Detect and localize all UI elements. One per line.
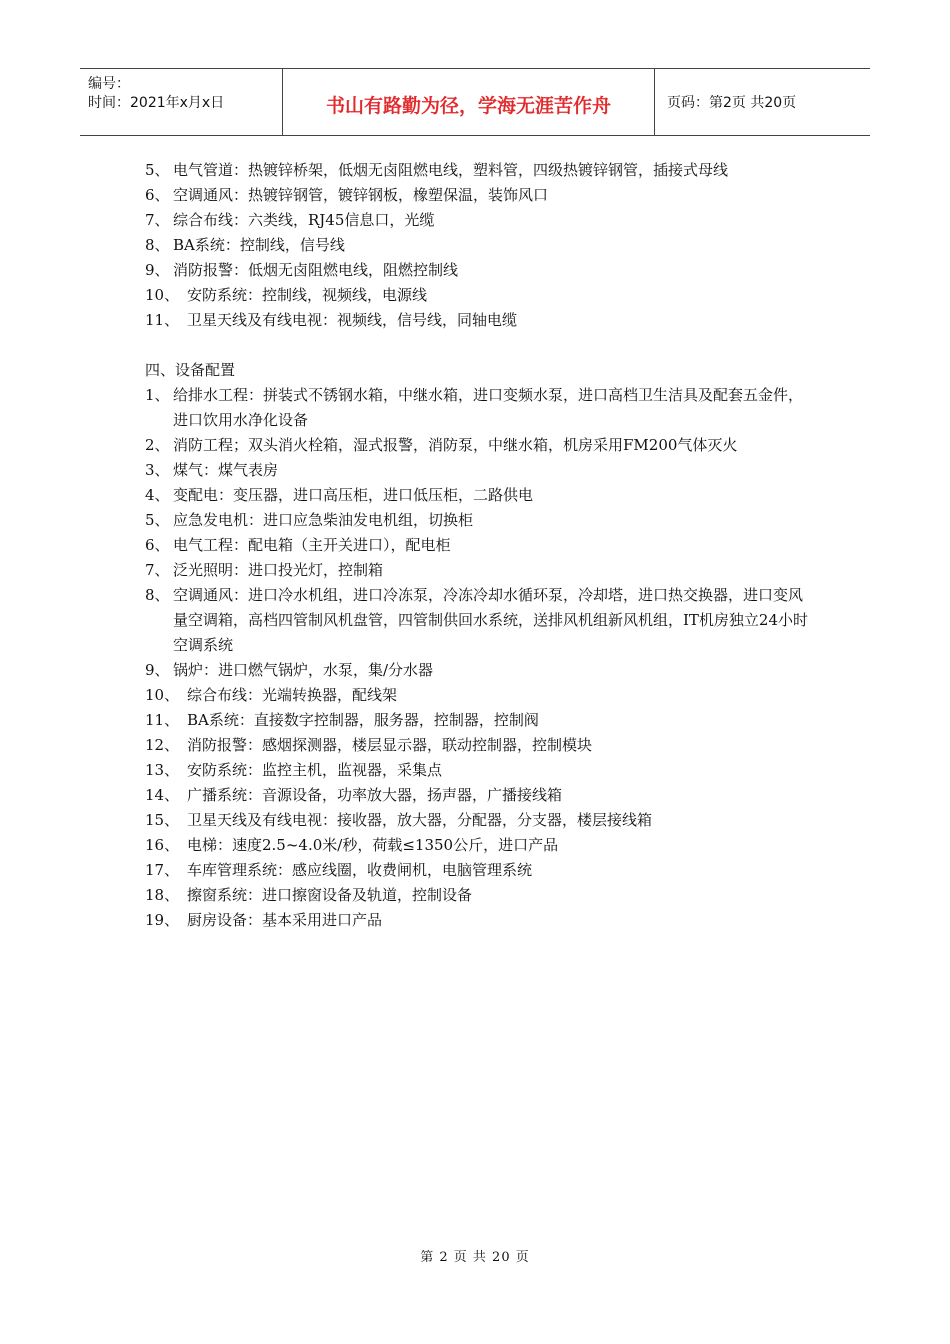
list-item: [145, 808, 815, 833]
item-text: 电气管道：热镀锌桥架，低烟无卤阻燃电线，塑料管，四级热镀锌钢管，插接式母线: [173, 161, 729, 179]
list-item: [145, 183, 815, 208]
list-item: [145, 533, 815, 558]
list-item: [145, 308, 815, 333]
item-text: 应急发电机：进口应急柴油发电机组，切换柜: [173, 511, 474, 529]
equipment-list: [145, 383, 815, 933]
header-meta: [80, 69, 283, 135]
item-text: 消防报警：低烟无卤阻燃电线，阻燃控制线: [173, 261, 459, 279]
list-item: [145, 383, 815, 433]
item-number: 5、: [145, 161, 170, 179]
list-item: [145, 858, 815, 883]
item-number: 19、: [145, 911, 180, 929]
item-text: 安防系统：监控主机，监视器，采集点: [187, 761, 443, 779]
item-text: 电梯：速度2.5~4.0米/秒，荷载≤1350公斤，进口产品: [187, 836, 559, 854]
item-number: 15、: [145, 811, 180, 829]
document-body: [145, 158, 815, 933]
item-text: 电气工程：配电箱（主开关进口），配电柜: [173, 536, 451, 554]
item-number: 11、: [145, 311, 180, 329]
list-item: [145, 758, 815, 783]
item-text: BA系统：控制线，信号线: [173, 236, 345, 254]
item-text: 给排水工程：拼装式不锈钢水箱，中继水箱，进口变频水泵，进口高档卫生洁具及配套五金件，进口饮用水净化设备: [173, 386, 804, 429]
item-number: 3、: [145, 461, 170, 479]
item-number: 6、: [145, 186, 170, 204]
list-item: [145, 908, 815, 933]
item-number: 5、: [145, 511, 170, 529]
item-text: 泛光照明：进口投光灯，控制箱: [173, 561, 384, 579]
item-number: 13、: [145, 761, 180, 779]
item-text: 煤气：煤气表房: [173, 461, 279, 479]
item-text: 卫星天线及有线电视：视频线，信号线，同轴电缆: [187, 311, 518, 329]
item-number: 9、: [145, 661, 170, 679]
item-text: 消防工程；双头消火栓箱，湿式报警，消防泵，中继水箱，机房采用FM200气体灭火: [173, 436, 738, 454]
item-number: 4、: [145, 486, 170, 504]
item-text: 变配电：变压器，进口高压柜，进口低压柜，二路供电: [173, 486, 534, 504]
list-item: [145, 433, 815, 458]
item-number: 14、: [145, 786, 180, 804]
item-number: 10、: [145, 686, 180, 704]
list-item: [145, 558, 815, 583]
list-item: [145, 708, 815, 733]
item-text: 锅炉：进口燃气锅炉，水泵，集/分水器: [173, 661, 434, 679]
item-text: 综合布线：光端转换器，配线架: [187, 686, 398, 704]
item-text: 空调通风：热镀锌钢管，镀锌钢板，橡塑保温，装饰风口: [173, 186, 549, 204]
item-number: 12、: [145, 736, 180, 754]
item-text: 综合布线：六类线，RJ45信息口，光缆: [173, 211, 435, 229]
list-item: [145, 158, 815, 183]
item-number: 9、: [145, 261, 170, 279]
item-number: 10、: [145, 286, 180, 304]
item-number: 17、: [145, 861, 180, 879]
item-number: 7、: [145, 561, 170, 579]
list-item: [145, 883, 815, 908]
list-item: [145, 508, 815, 533]
list-item: [145, 258, 815, 283]
list-item: [145, 458, 815, 483]
code-label: 编号：: [88, 76, 130, 92]
section-title: 四、设备配置: [145, 361, 236, 379]
item-number: 1、: [145, 386, 170, 404]
item-number: 16、: [145, 836, 180, 854]
list-item: [145, 233, 815, 258]
item-text: 车库管理系统：感应线圈，收费闸机，电脑管理系统: [187, 861, 533, 879]
list-item: [145, 283, 815, 308]
header-motto: 书山有路勤为径，学海无涯苦作舟: [283, 69, 655, 135]
item-text: BA系统：直接数字控制器，服务器，控制器，控制阀: [187, 711, 539, 729]
list-item: [145, 483, 815, 508]
item-text: 卫星天线及有线电视：接收器，放大器，分配器，分支器，楼层接线箱: [187, 811, 653, 829]
item-number: 18、: [145, 886, 180, 904]
list-item: [145, 683, 815, 708]
list-item: [145, 833, 815, 858]
item-text: 空调通风：进口冷水机组，进口冷冻泵，冷冻冷却水循环泵，冷却塔，进口热交换器，进口变风量空调箱，高档四管制风机盘管，四管制供回水系统，送排风机组新风机组，IT机房独立24小时空调系统: [173, 586, 809, 654]
list-item: [145, 583, 815, 658]
page-footer: 第 2 页 共 20 页: [420, 1250, 530, 1265]
item-number: 6、: [145, 536, 170, 554]
item-text: 安防系统：控制线，视频线，电源线: [187, 286, 428, 304]
page-header: [80, 68, 870, 136]
item-number: 2、: [145, 436, 170, 454]
list-item: [145, 733, 815, 758]
item-text: 消防报警：感烟探测器，楼层显示器，联动控制器，控制模块: [187, 736, 593, 754]
item-text: 厨房设备：基本采用进口产品: [187, 911, 383, 929]
materials-list: [145, 158, 815, 333]
item-number: 11、: [145, 711, 180, 729]
item-text: 擦窗系统：进口擦窗设备及轨道，控制设备: [187, 886, 473, 904]
item-number: 7、: [145, 211, 170, 229]
item-number: 8、: [145, 586, 170, 604]
item-number: 8、: [145, 236, 170, 254]
list-item: [145, 208, 815, 233]
item-text: 广播系统：音源设备，功率放大器，扬声器，广播接线箱: [187, 786, 563, 804]
header-page-info: 页码：第2页 共20页: [667, 95, 797, 111]
list-item: [145, 783, 815, 808]
time-label: 时间：2021年x月x日: [88, 95, 225, 111]
list-item: [145, 658, 815, 683]
